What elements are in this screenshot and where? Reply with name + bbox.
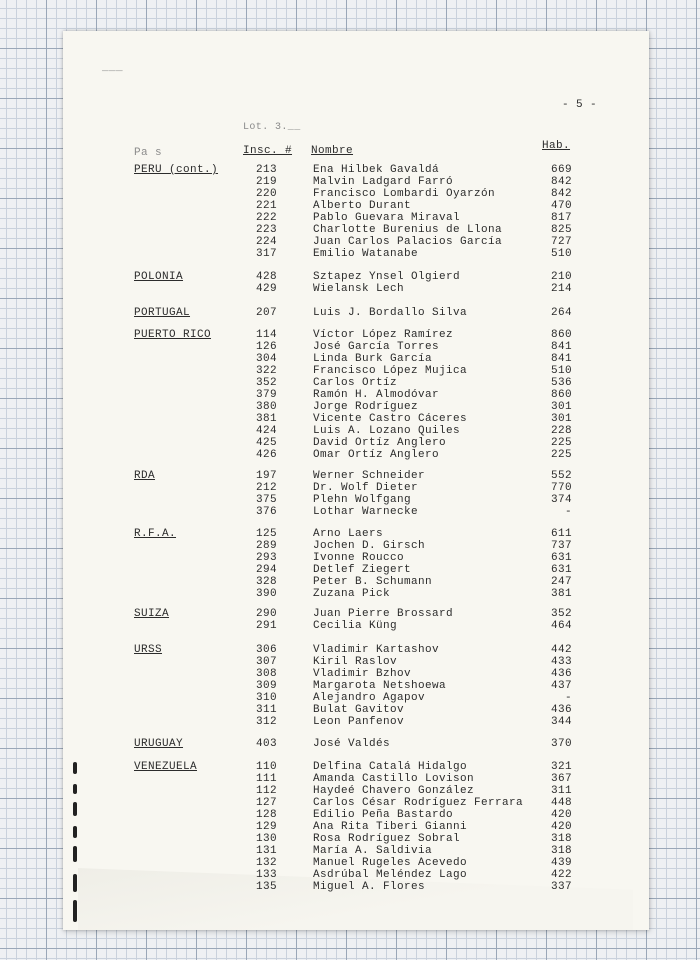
participant-name: Alejandro Agapov — [313, 692, 426, 704]
insc-number: 224 — [256, 236, 278, 248]
participant-name: Linda Burk García — [313, 353, 433, 365]
hab-number: - — [564, 506, 572, 518]
insc-number: 310 — [256, 692, 278, 704]
hab-number: 374 — [550, 494, 572, 506]
insc-number: 127 — [256, 797, 278, 809]
insc-number: 223 — [256, 224, 278, 236]
insc-number: 219 — [256, 176, 278, 188]
country-label: POLONIA — [134, 271, 184, 283]
punch-mark — [73, 826, 77, 838]
insc-number: 307 — [256, 656, 278, 668]
country-label: PERU (cont.) — [134, 164, 219, 176]
hab-number: 442 — [550, 644, 572, 656]
participant-name: Francisco López Mujica — [313, 365, 468, 377]
insc-number: 291 — [256, 620, 278, 632]
hab-number: 437 — [550, 680, 572, 692]
participant-name: Víctor López Ramírez — [313, 329, 454, 341]
participant-name: Carlos César Rodríguez Ferrara — [313, 797, 524, 809]
participant-name: Vladimir Kartashov — [313, 644, 440, 656]
participant-name: José García Torres — [313, 341, 440, 353]
country-label: URUGUAY — [134, 738, 184, 750]
hab-number: 367 — [550, 773, 572, 785]
participant-name: Francisco Lombardi Oyarzón — [313, 188, 496, 200]
insc-number: 426 — [256, 449, 278, 461]
insc-number: 304 — [256, 353, 278, 365]
participant-name: Sztapez Ynsel Olgierd — [313, 271, 461, 283]
hab-number: 210 — [550, 271, 572, 283]
insc-number: 425 — [256, 437, 278, 449]
faint-mark: Lot. 3.__ — [243, 122, 301, 133]
punch-mark — [73, 846, 77, 862]
hab-number: 301 — [550, 413, 572, 425]
punch-mark — [73, 874, 77, 892]
hab-number: 337 — [550, 881, 572, 893]
insc-number: 379 — [256, 389, 278, 401]
faint-mark: ___ — [102, 62, 124, 74]
hab-number: 344 — [550, 716, 572, 728]
hab-number: 842 — [550, 188, 572, 200]
hab-number: 817 — [550, 212, 572, 224]
participant-name: Cecilia Küng — [313, 620, 398, 632]
insc-number: 309 — [256, 680, 278, 692]
participant-name: Ramón H. Almodóvar — [313, 389, 440, 401]
participant-name: Ena Hilbek Gavaldá — [313, 164, 440, 176]
hab-number: 841 — [550, 353, 572, 365]
hab-number: 669 — [550, 164, 572, 176]
hab-number: 510 — [550, 365, 572, 377]
insc-number: 125 — [256, 528, 278, 540]
insc-number: 424 — [256, 425, 278, 437]
insc-number: 308 — [256, 668, 278, 680]
participant-name: Asdrúbal Meléndez Lago — [313, 869, 468, 881]
hab-number: 420 — [550, 809, 572, 821]
hab-number: - — [564, 692, 572, 704]
punch-mark — [73, 900, 77, 922]
hab-number: 631 — [550, 552, 572, 564]
participant-name: Alberto Durant — [313, 200, 412, 212]
participant-name: Jorge Rodríguez — [313, 401, 419, 413]
participant-name: Peter B. Schumann — [313, 576, 433, 588]
hab-number: 381 — [550, 588, 572, 600]
hab-number: 825 — [550, 224, 572, 236]
participant-name: Arno Laers — [313, 528, 384, 540]
participant-name: Kiril Raslov — [313, 656, 398, 668]
participant-name: Margarota Netshoewa — [313, 680, 447, 692]
insc-column-header: Insc. # — [243, 145, 293, 157]
punch-mark — [73, 802, 77, 816]
country-label: URSS — [134, 644, 163, 656]
hab-number: 321 — [550, 761, 572, 773]
insc-number: 306 — [256, 644, 278, 656]
participant-name: Manuel Rugeles Acevedo — [313, 857, 468, 869]
insc-number: 130 — [256, 833, 278, 845]
insc-number: 110 — [256, 761, 278, 773]
country-label: VENEZUELA — [134, 761, 198, 773]
participant-name: Lothar Warnecke — [313, 506, 419, 518]
participant-name: Juan Carlos Palacios García — [313, 236, 503, 248]
insc-number: 322 — [256, 365, 278, 377]
insc-number: 328 — [256, 576, 278, 588]
participant-name: Detlef Ziegert — [313, 564, 412, 576]
insc-number: 429 — [256, 283, 278, 295]
hab-number: 422 — [550, 869, 572, 881]
participant-name: David Ortíz Anglero — [313, 437, 447, 449]
hab-number: 448 — [550, 797, 572, 809]
hab-number: 727 — [550, 236, 572, 248]
insc-number: 290 — [256, 608, 278, 620]
insc-number: 112 — [256, 785, 278, 797]
hab-number: 311 — [550, 785, 572, 797]
participant-name: Carlos Ortíz — [313, 377, 398, 389]
country-label: PUERTO RICO — [134, 329, 212, 341]
insc-number: 403 — [256, 738, 278, 750]
hab-number: 352 — [550, 608, 572, 620]
participant-name: Werner Schneider — [313, 470, 426, 482]
participant-name: Luis J. Bordallo Silva — [313, 307, 468, 319]
hab-number: 860 — [550, 389, 572, 401]
country-label: RDA — [134, 470, 156, 482]
participant-name: Vladimir Bzhov — [313, 668, 412, 680]
insc-number: 293 — [256, 552, 278, 564]
insc-number: 390 — [256, 588, 278, 600]
hab-number: 860 — [550, 329, 572, 341]
hab-number: 420 — [550, 821, 572, 833]
participant-name: José Valdés — [313, 738, 391, 750]
hab-number: 301 — [550, 401, 572, 413]
participant-name: Omar Ortíz Anglero — [313, 449, 440, 461]
participant-name: Plehn Wolfgang — [313, 494, 412, 506]
punch-mark — [73, 762, 77, 774]
participant-name: Vicente Castro Cáceres — [313, 413, 468, 425]
insc-number: 132 — [256, 857, 278, 869]
insc-number: 289 — [256, 540, 278, 552]
insc-number: 207 — [256, 307, 278, 319]
participant-name: Dr. Wolf Dieter — [313, 482, 419, 494]
hab-number: 318 — [550, 833, 572, 845]
hab-number: 770 — [550, 482, 572, 494]
hab-number: 247 — [550, 576, 572, 588]
country-label: PORTUGAL — [134, 307, 191, 319]
hab-number: 536 — [550, 377, 572, 389]
participant-name: María A. Saldivia — [313, 845, 433, 857]
participant-name: Delfina Catalá Hidalgo — [313, 761, 468, 773]
insc-number: 197 — [256, 470, 278, 482]
participant-name: Ana Rita Tiberi Gianni — [313, 821, 468, 833]
hab-number: 552 — [550, 470, 572, 482]
participant-name: Rosa Rodríguez Sobral — [313, 833, 461, 845]
hab-number: 436 — [550, 668, 572, 680]
insc-number: 221 — [256, 200, 278, 212]
insc-number: 126 — [256, 341, 278, 353]
participant-name: Wielansk Lech — [313, 283, 405, 295]
insc-number: 294 — [256, 564, 278, 576]
insc-number: 133 — [256, 869, 278, 881]
participant-name: Miguel A. Flores — [313, 881, 426, 893]
insc-number: 128 — [256, 809, 278, 821]
participant-name: Juan Pierre Brossard — [313, 608, 454, 620]
hab-number: 841 — [550, 341, 572, 353]
hab-number: 611 — [550, 528, 572, 540]
hab-number: 433 — [550, 656, 572, 668]
insc-number: 213 — [256, 164, 278, 176]
insc-number: 317 — [256, 248, 278, 260]
participant-name: Ivonne Roucco — [313, 552, 405, 564]
insc-number: 376 — [256, 506, 278, 518]
insc-number: 129 — [256, 821, 278, 833]
page-number: - 5 - — [562, 99, 598, 111]
hab-number: 436 — [550, 704, 572, 716]
insc-number: 212 — [256, 482, 278, 494]
insc-number: 135 — [256, 881, 278, 893]
insc-number: 375 — [256, 494, 278, 506]
participant-name: Jochen D. Girsch — [313, 540, 426, 552]
participant-name: Haydeé Chavero González — [313, 785, 475, 797]
insc-number: 312 — [256, 716, 278, 728]
insc-number: 131 — [256, 845, 278, 857]
hab-number: 370 — [550, 738, 572, 750]
hab-number: 225 — [550, 449, 572, 461]
insc-number: 381 — [256, 413, 278, 425]
participant-name: Pablo Guevara Miraval — [313, 212, 461, 224]
participant-name: Luis A. Lozano Quiles — [313, 425, 461, 437]
punch-mark — [73, 784, 77, 794]
hab-number: 510 — [550, 248, 572, 260]
insc-number: 352 — [256, 377, 278, 389]
faint-country-header: Pa s — [134, 147, 163, 159]
hab-number: 214 — [550, 283, 572, 295]
hab-number: 318 — [550, 845, 572, 857]
participant-name: Zuzana Pick — [313, 588, 391, 600]
participant-name: Malvin Ladgard Farró — [313, 176, 454, 188]
hab-number: 439 — [550, 857, 572, 869]
participant-name: Emilio Watanabe — [313, 248, 419, 260]
insc-number: 111 — [256, 773, 278, 785]
insc-number: 380 — [256, 401, 278, 413]
participant-name: Charlotte Burenius de Llona — [313, 224, 503, 236]
insc-number: 428 — [256, 271, 278, 283]
hab-number: 842 — [550, 176, 572, 188]
insc-number: 222 — [256, 212, 278, 224]
insc-number: 311 — [256, 704, 278, 716]
participant-name: Bulat Gavitov — [313, 704, 405, 716]
participant-name: Amanda Castillo Lovison — [313, 773, 475, 785]
hab-number: 631 — [550, 564, 572, 576]
participant-name: Edilio Peña Bastardo — [313, 809, 454, 821]
hab-column-header: Hab. — [542, 140, 571, 152]
hab-number: 264 — [550, 307, 572, 319]
name-column-header: Nombre — [311, 145, 354, 157]
hab-number: 225 — [550, 437, 572, 449]
insc-number: 114 — [256, 329, 278, 341]
hab-number: 470 — [550, 200, 572, 212]
country-label: SUIZA — [134, 608, 170, 620]
country-label: R.F.A. — [134, 528, 177, 540]
hab-number: 464 — [550, 620, 572, 632]
participant-name: Leon Panfenov — [313, 716, 405, 728]
insc-number: 220 — [256, 188, 278, 200]
hab-number: 737 — [550, 540, 572, 552]
hab-number: 228 — [550, 425, 572, 437]
